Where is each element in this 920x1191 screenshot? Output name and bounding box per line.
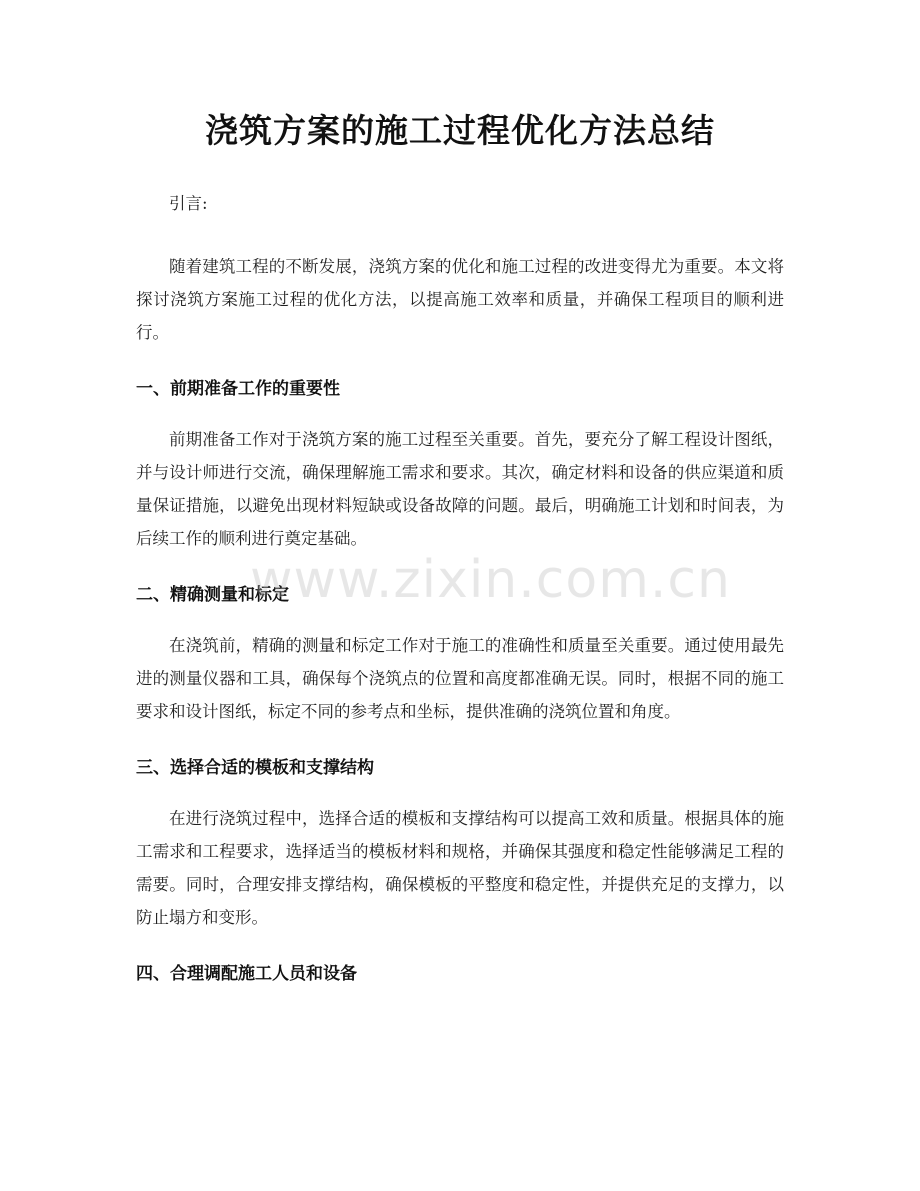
- intro-label: 引言:: [169, 194, 208, 213]
- section-paragraph-1: 前期准备工作对于浇筑方案的施工过程至关重要。首先，要充分了解工程设计图纸，并与设计师进行交流，确保理解施工需求和要求。其次，确定材料和设备的供应渠道和质量保证措施，以避免出现材料短缺或设备故障的问题。最后，明确施工计划和时间表，为后续工作的顺利进行奠定基础。: [136, 430, 784, 548]
- section-heading-1: 一、前期准备工作的重要性: [136, 379, 340, 399]
- section-heading-2: 二、精确测量和标定: [136, 585, 289, 605]
- section-heading-4: 四、合理调配施工人员和设备: [136, 964, 357, 984]
- document-title: 浇筑方案的施工过程优化方法总结: [205, 111, 715, 150]
- section-heading-3: 三、选择合适的模板和支撑结构: [136, 758, 374, 778]
- intro-paragraph: 随着建筑工程的不断发展，浇筑方案的优化和施工过程的改进变得尤为重要。本文将探讨浇筑方案施工过程的优化方法，以提高施工效率和质量，并确保工程项目的顺利进行。: [136, 257, 784, 342]
- section-paragraph-2: 在浇筑前，精确的测量和标定工作对于施工的准确性和质量至关重要。通过使用最先进的测量仪器和工具，确保每个浇筑点的位置和高度都准确无误。同时，根据不同的施工要求和设计图纸，标定不同的参考点和坐标，提供准确的浇筑位置和角度。: [136, 636, 784, 721]
- watermark-text: www.zixin.com.cn: [250, 550, 731, 610]
- section-paragraph-3: 在进行浇筑过程中，选择合适的模板和支撑结构可以提高工效和质量。根据具体的施工需求和工程要求，选择适当的模板材料和规格，并确保其强度和稳定性能够满足工程的需要。同时，合理安排支撑结构，确保模板的平整度和稳定性，并提供充足的支撑力，以防止塌方和变形。: [136, 809, 784, 927]
